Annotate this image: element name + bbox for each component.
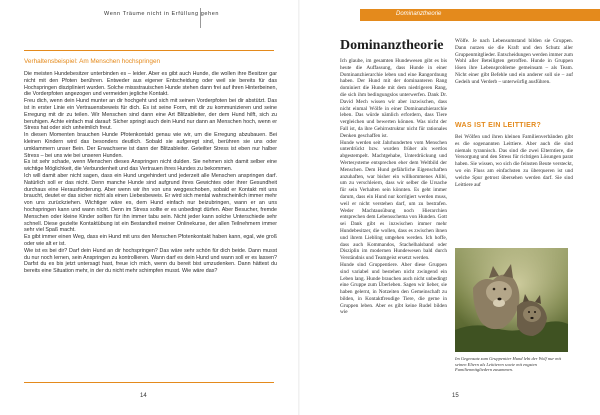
right-column-2 (455, 134, 573, 188)
paragraph: Es ist sehr schade, wenn Menschen dieses Anspringen nicht dulden. Sie nehmen sich damit selber eine wichtige Möglichkeit, die Verbundenheit und das Vertrauen ihres Hundes zu bekommen. (24, 159, 277, 173)
left-body-text (24, 71, 277, 275)
paragraph: Wie ist es bei dir? Darf dein Hund an dir hochspringen? Das wäre sehr schön für dich beide. Dann musst du nur noch lernen, sein Anspringen zu kontrollieren. Wann darf es dein Hund und wann soll er es lassen? Darfst du es bis jetzt untersagt hast, freue ich mich, wenn du bereit bist umzudenken. Dann hättest du bereits eine Situation mehr, in der du nicht mehr schimpfen musst. Wie wäre das? (24, 247, 277, 275)
paragraph: Die meisten Hundebesitzer unterbinden es – leider. Aber es gibt auch Hunde, die wollen ihre Besitzer gar nicht mit den Pfoten berühren. Entweder aus eigener Entscheidung oder weil sie bereits für das Hochspringen diszipliniert wurden. Solche missstrauischen Hunde stehen dann frei auf ihren Hinterbeinen, die Vorderpfoten angezogen und vermeiden jegliche Kontakt. (24, 71, 277, 98)
paragraph: Ich glaube, im gesamten Hundewesen gibt es bis heute die Auffassung, dass Hunde in einer Dominanzhierarchie leben und eine Rangordnung haben. Der Hund mit der dominanteren Rang dominiert die Hunde mit dem niedrigeren Rang, die sich ihm bedingungslos unterwerfen. Dank Dr. David Mech wissen wir aber inzwischen, dass nicht einmal Wölfe in einer Dominanzhierarchie leben. Das würde nämlich erfordern, dass Tiere vergleichen und bewerten können. Was nicht der Fall ist, da ihre Gehirnstruktur nicht für rationales Denken geschaffen ist. (340, 58, 447, 139)
page-number-right: 15 (452, 393, 459, 399)
paragraph: Freu dich, wenn dein Hund munter an dir hochgeht und sich mit seinen Vorderpfoten bei dir abstützt. Das ist in erster Linie ein Vertrauensbeweis für dich. Es ist seine Form, mit dir zu kommunizieren und seine Erregung mit dir zu teilen. Wir Menschen sind dann eine Art Blitzableiter, der dem Hund hilft, sich zu beruhigen. Achte einfach mal darauf: Sicher springt auch dein Hund nur dann an Menschen hoch, wenn er Stress hat oder sich unheimlich freut. (24, 98, 277, 132)
subheading: WAS IST EIN LEITTIER? (455, 122, 542, 129)
running-head-right-bar (360, 9, 600, 21)
wolves-illustration (455, 248, 568, 352)
right-page (300, 0, 600, 415)
chapter-title: Dominanztheorie (340, 38, 444, 53)
section-rule (24, 50, 274, 51)
running-head-left: Wenn Träume nicht in Erfüllung gehen (104, 11, 220, 17)
page-number-left: 14 (140, 393, 147, 399)
paragraph: Es gibt immer einen Weg, dass ein Hund mit uns den Menschen Pfotenkontakt haben kann, egal, wie groß oder wie alt er ist. (24, 234, 277, 247)
paragraph: Wölfe. Je nach Lebensumstand bilden sie Gruppen. Dann nutzen sie die Kraft und den Schutz aller Gruppenmitglieder. Entscheidungen werden immer zum Wohl aller Beteiligten getroffen. Hunde in Gruppen lösen ihre Lebensprobleme gemeinsam – als Team. Nicht einer gibt Befehle und ein anderer soll sie – auf Gedeih und Verderb – unterwürfig ausführen. (455, 38, 573, 85)
paragraph: Bei Wölfen und ihren kleinen Familienverbänden gibt es die sogenannten Leittiere. Aber auch die sind niemals tyrannisch. Das sind die zwei Elterntiere, die Versorgung und den Stress für richtigen Lösungen parat haben. Sie wissen, wo sich die feinsten Beute versteckt, wo ein Fluss am einfachsten zu überqueren ist und welche Spur getrost übersehen werden darf. Sie sind Leittiere auf (455, 134, 573, 188)
wolves-photo (455, 248, 568, 352)
footer-rule (24, 382, 274, 383)
section-title: Verhaltensbeispiel: Am Menschen hochspringen (24, 58, 161, 65)
running-head-right: Dominanztheorie (396, 11, 442, 17)
paragraph: Hunde sind Gruppentiere. Aber diese Gruppen sind variabel und bestehen nicht zwingend ein Leben lang. Hunde brauchen auch nicht unbedingt eine Gruppe zum Überleben. Sagen wir lieber, sie haben gelernt, in Notzeiten den Gemeinschaft zu bilden, in Kontaktfreudige Tiere, die gerne in Gruppen leben. Aber es gibt keine Rudel bilden wie (340, 261, 447, 316)
right-column-2-top (455, 38, 573, 86)
right-column-1 (340, 58, 447, 316)
paragraph: Ich will damit aber nicht sagen, dass ein Hund ungehindert und jederzeit alle Menschen anspringen darf. Natürlich soll er das nicht. Denn manche Hunde sind aufgrund ihres Gewichtes oder ihrer Gesundheit durchaus eine Herausforderung. Aber wenn wir ihn von uns weggeschoben, sobald er Kontakt mit uns braucht, deutet er das sicher nicht als einen Liebesbeweis. Er wird sich mental wahrscheinlich immer mehr von uns zurückziehen. Wichtiger wäre es, dem Hund einfach nur beizubringen, wann er an uns hochspringen kann und wann nicht. Denn im Stress sollte er es unbedingt dürfen. Aber Besucher, fremde Menschen oder kleine Kinder sollten für ihn immer tabu sein. Nicht jeder kann solche Unterschiede sehr schnell. Diese gezielte Kontaktübung ist ein Bestandteil meiner Onlinekurse, der allen Teilnehmern immer sehr viel Spaß macht. (24, 172, 277, 234)
photo-caption: Im Gegensatz zum Gruppentier Hund lebt der Wolf nur mit seinen Eltern als Leittieren sowie mit engsten Familienmitgliedern zusammen. (455, 356, 561, 373)
paragraph: In diesen Momenten brauchen Hunde Pfotenkontakt genau wie wir, um die Erregung abzubauen. Bei kleinen Kindern wird das besonders deutlich. Sobald sie aufgeregt sind, berühren sie uns oder umklammern unser Bein. Der Erwachsene ist dann der Blitzableiter. Geteilter Stress ist eben nur halber Stress – bei uns wie bei unseren Hunden. (24, 132, 277, 159)
paragraph: Hunde werden seit Jahrhunderten vom Menschen unterdrückt bzw. wurden früher als wertlos abgestempelt. Machtgehabe, Unterdrückung und Wertesysteme entsprechen eher dem Weltbild der Menschen. Dem Hund gefährliche Eigenschaften anzuhaften, war bisher ein willkommenes Alibi, um zu verschleiern, dass wir selber die Ursache für sein Verhalten sein könnten. Es geht immer darum, dass ein Hund nur korrigiert werden muss, weil er nicht verstehen darf, um zu bestrafen. Weder Machtausübung noch Hierarchien entsprechen dem Lebensschema von Hunden. Gott sei Dank gibt es inzwischen immer mehr Hundebesitzer, die wollen, dass es zwischen ihnen und ihrem Liebling umgehen werden. Ich hoffe, dass auch Kommandos, Stachelhalsband oder Disziplin im modernen Hundewesen bald durch Verständnis und Teamgeist ersetzt werden. (340, 139, 447, 262)
